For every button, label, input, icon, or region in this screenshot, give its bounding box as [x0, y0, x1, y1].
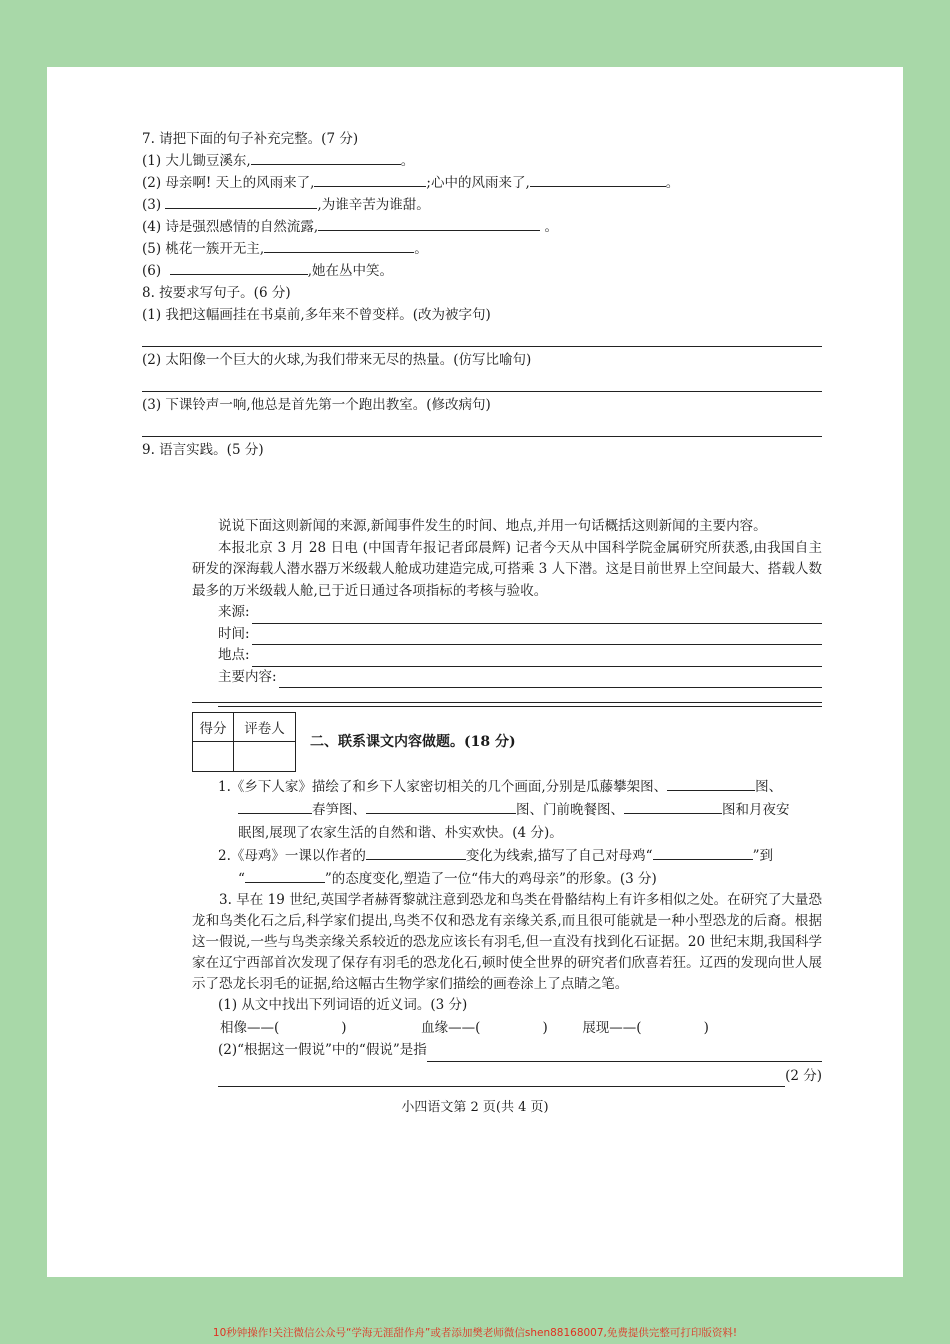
answer-blank[interactable]: [624, 799, 722, 814]
time-input[interactable]: [252, 629, 822, 645]
s2q3-sub2: (2)“根据这一假说”中的“假说”是指: [192, 1040, 822, 1061]
q8-item-1: (1) 我把这幅画挂在书桌前,多年来不曾变样。(改为被字句): [142, 307, 491, 323]
q9-field-time: 时间:: [192, 624, 822, 646]
answer-blank[interactable]: [245, 868, 325, 883]
answer-blank[interactable]: [530, 172, 666, 187]
answer-blank[interactable]: [366, 799, 516, 814]
q8-title: 8. 按要求写句子。(6 分): [142, 285, 291, 301]
q9-news: 本报北京 3 月 28 日电 (中国青年报记者邱晨辉) 记者今天从中国科学院金属研究所获悉,由我国自主研发的深海载人潜水器万米级载人舱成功建造完成,可搭乘 3 人下潜。这是目前世界上空间最大、搭载人数最多的万米级载人舱,已于近日通过各项指标的考核与验收。: [192, 539, 822, 599]
s2q3-sub2-cont: (2 分): [192, 1066, 822, 1087]
answer-blank[interactable]: [667, 776, 755, 791]
summary-input[interactable]: [279, 672, 822, 688]
s2q3-block: [192, 890, 822, 1087]
q7-item-1: (1) 大儿锄豆溪东, 。: [142, 150, 822, 172]
s2q1-line3: 眠图,展现了农家生活的自然和谐、朴实欢快。(4 分)。: [238, 825, 563, 841]
question-block-upper: [142, 128, 822, 461]
answer-blank[interactable]: [653, 845, 753, 860]
q7-item-2: (2) 母亲啊! 天上的风雨来了, ;心中的风雨来了, 。: [142, 172, 822, 194]
answer-blank[interactable]: [238, 799, 312, 814]
answer-blank[interactable]: [318, 216, 540, 231]
q7-title: 7. 请把下面的句子补充完整。(7 分): [142, 131, 359, 147]
q8-item-2: (2) 太阳像一个巨大的火球,为我们带来无尽的热量。(仿写比喻句): [142, 352, 532, 368]
q7-item-4: (4) 诗是强烈感情的自然流露, 。: [142, 216, 822, 238]
s2q1-line1: 1.《乡下人家》描绘了和乡下人家密切相关的几个画面,分别是瓜藤攀架图、 图、: [218, 776, 822, 799]
q9-body: [192, 516, 822, 707]
promo-banner: 10秒钟操作!关注微信公众号“学海无涯甜作舟”或者添加樊老师微信shen88168007,免费提供完整可打印版资料!: [212, 1327, 738, 1339]
answer-line[interactable]: [142, 326, 822, 347]
answer-line[interactable]: [142, 371, 822, 392]
grader-cell[interactable]: [234, 742, 295, 771]
answer-blank[interactable]: [314, 172, 426, 187]
q7-item-5: (5) 桃花一簇开无主, 。: [142, 238, 822, 260]
s2q3-sub1: (1) 从文中找出下列词语的近义词。(3 分): [218, 997, 468, 1013]
answer-blank[interactable]: [170, 260, 308, 275]
answer-blank[interactable]: [165, 194, 317, 209]
question-block-lower: [218, 776, 822, 891]
answer-line[interactable]: [218, 688, 822, 707]
q8-item-3: (3) 下课铃声一响,他总是首先第一个跑出教室。(修改病句): [142, 397, 491, 413]
section-2-title: 二、联系课文内容做题。(18 分): [310, 734, 516, 750]
score-cell[interactable]: [193, 742, 234, 771]
s2q2-line2: “ ”的态度变化,塑造了一位“伟大的鸡母亲”的形象。(3 分): [238, 868, 822, 891]
answer-line[interactable]: [142, 416, 822, 437]
q7-item-3: (3) ,为谁辛苦为谁甜。: [142, 194, 822, 216]
s2q3-passage: 3. 早在 19 世纪,英国学者赫胥黎就注意到恐龙和鸟类在骨骼结构上有许多相似之处。在研究了大量恐龙和鸟类化石之后,科学家们提出,鸟类不仅和恐龙有亲缘关系,而且很可能就是一种小型恐龙的后裔。根据这一假说,一些与鸟类亲缘关系较近的恐龙应该长有羽毛,但一直没有找到化石证据。20 世纪末期,我国科学家在辽宁西部首次发现了保存有羽毛的恐龙化石,顿时使全世界的研究者们欣喜若狂。辽西的发现向世人展示了恐龙长羽毛的证据,给这幅古生物学家们描绘的画卷涂上了点睛之笔。: [192, 892, 822, 992]
answer-blank[interactable]: [251, 150, 401, 165]
answer-blank[interactable]: [366, 845, 466, 860]
answer-line[interactable]: [218, 1071, 785, 1087]
score-box: [192, 712, 296, 772]
source-input[interactable]: [252, 608, 822, 624]
score-label: 得分: [193, 713, 234, 742]
q9-prompt: 说说下面这则新闻的来源,新闻事件发生的时间、地点,并用一句话概括这则新闻的主要内容。: [218, 518, 767, 534]
section-divider: [192, 702, 822, 703]
q9-title: 9. 语言实践。(5 分): [142, 442, 264, 458]
q9-field-place: 地点:: [192, 645, 822, 667]
grader-label: 评卷人: [234, 713, 295, 742]
place-input[interactable]: [252, 651, 822, 667]
q7-item-6: (6) ,她在丛中笑。: [142, 260, 822, 282]
page-footer: 小四语文第 2 页(共 4 页): [401, 1100, 549, 1115]
s2q3-synonyms: 相像——( ) 血缘——( ) 展现——( ): [220, 1020, 709, 1037]
s2q2-line1: 2.《母鸡》一课以作者的 变化为线索,描写了自己对母鸡“ ”到: [218, 845, 822, 868]
q9-field-summary: 主要内容:: [192, 667, 822, 689]
q9-field-source: 来源:: [192, 602, 822, 624]
s2q1-line2: 春笋图、 图、门前晚餐图、 图和月夜安: [238, 799, 822, 822]
answer-blank[interactable]: [264, 238, 414, 253]
answer-line[interactable]: [427, 1046, 822, 1062]
